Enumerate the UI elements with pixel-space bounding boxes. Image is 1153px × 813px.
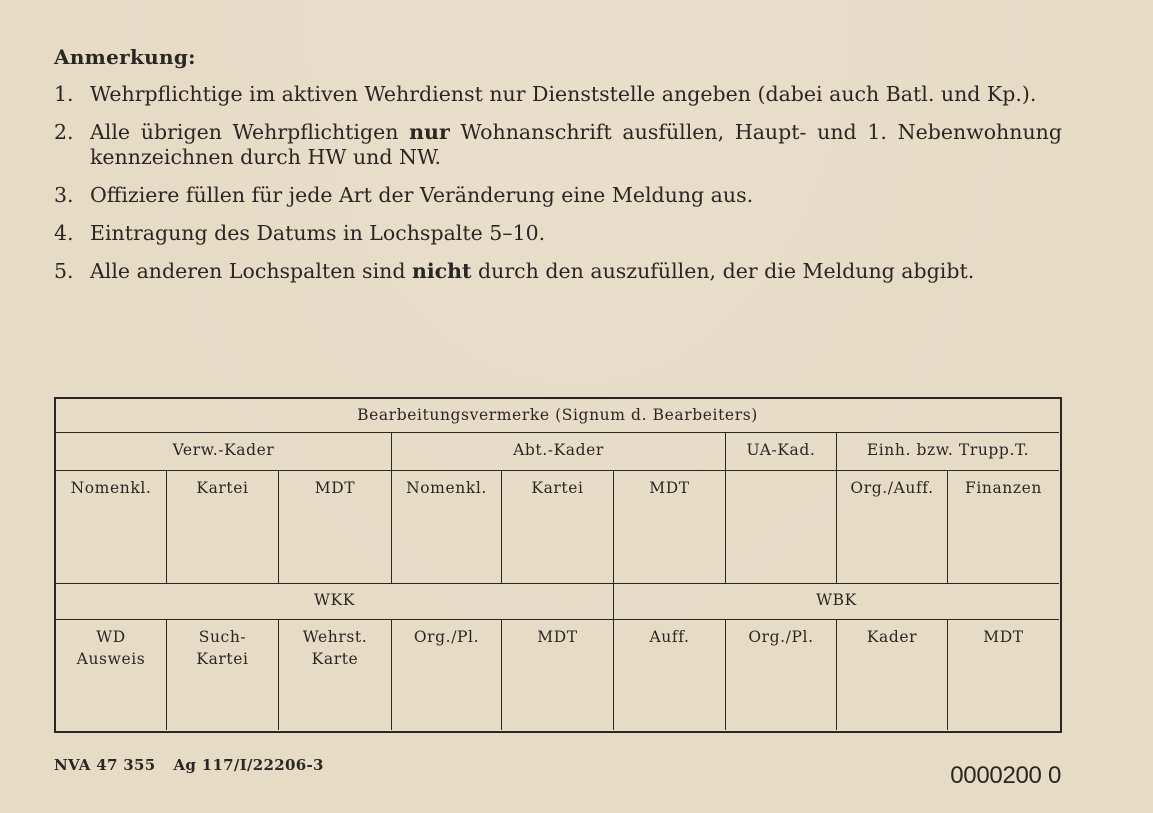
note-emphasis: nur (409, 120, 450, 144)
note-text-part: Wohnanschrift ausfüllen, Haupt- und 1. Nebenwohnung kennzeichnen durch HW und NW. (90, 120, 1062, 169)
serial-number: 0000200 0 (950, 762, 1061, 789)
col-wd-ausweis-line1: WD (96, 628, 126, 646)
col-such-kartei-line1: Such- (198, 628, 247, 646)
form-footer-codes (54, 756, 324, 774)
note-text (90, 221, 1062, 246)
processing-notes-grid (54, 397, 1062, 733)
group-wbk: WBK (614, 584, 1059, 620)
col-such-kartei-line2: Kartei (196, 650, 249, 668)
col-wehrst-karte-line1: Wehrst. (302, 628, 368, 646)
col-wehrst-karte (279, 620, 392, 730)
col-ua-kad (726, 471, 837, 584)
note-number: 1. (54, 82, 74, 106)
col-wbk-kader: Kader (837, 620, 948, 730)
col-verw-mdt: MDT (279, 471, 392, 584)
note-text-part: Eintragung des Datums in Lochspalte 5–10. (90, 221, 546, 245)
note-text-part: durch den auszufüllen, der die Meldung abgibt. (471, 259, 975, 283)
col-wehrst-karte-line2: Karte (311, 650, 359, 668)
col-abt-mdt: MDT (614, 471, 726, 584)
note-text-part: Alle übrigen Wehrpflichtigen (90, 120, 410, 144)
note-text (90, 120, 1062, 170)
col-wkk-mdt: MDT (502, 620, 614, 730)
form-number: NVA 47 355 (54, 756, 156, 774)
print-code: Ag 117/I/22206-3 (173, 756, 324, 774)
col-einh-finanzen: Finanzen (948, 471, 1059, 584)
note-number: 2. (54, 120, 74, 144)
note-text (90, 259, 1062, 284)
note-item (54, 259, 1062, 284)
note-text-part: Alle anderen Lochspalten sind (90, 259, 412, 283)
col-einh-org-auff: Org./Auff. (837, 471, 948, 584)
col-wbk-mdt: MDT (983, 628, 1024, 646)
col-such-kartei (167, 620, 279, 730)
note-number: 3. (54, 183, 74, 207)
col-abt-kartei: Kartei (502, 471, 614, 584)
note-item (54, 183, 1062, 208)
col-verw-kartei: Kartei (167, 471, 279, 584)
group-wkk: WKK (56, 584, 614, 620)
group-einh-trupp: Einh. bzw. Trupp.T. (837, 433, 1059, 471)
note-text (90, 82, 1062, 107)
note-item (54, 221, 1062, 246)
note-text (90, 183, 1062, 208)
note-item (54, 120, 1062, 170)
note-number: 4. (54, 221, 74, 245)
note-item (54, 82, 1062, 107)
note-text-part: Offiziere füllen für jede Art der Veränderung eine Meldung aus. (90, 183, 754, 207)
col-abt-nomenkl: Nomenkl. (392, 471, 502, 584)
col-wd-ausweis-line2: Ausweis (76, 650, 146, 668)
group-verw-kader: Verw.-Kader (56, 433, 392, 471)
group-abt-kader: Abt.-Kader (392, 433, 726, 471)
notes-list (54, 82, 1062, 297)
col-wbk-auff: Auff. (614, 620, 726, 730)
col-verw-nomenkl: Nomenkl. (56, 471, 167, 584)
grid-title: Bearbeitungsvermerke (Signum d. Bearbeiters) (56, 399, 1059, 433)
col-wkk-org-pl: Org./Pl. (392, 620, 502, 730)
note-number: 5. (54, 259, 74, 283)
note-emphasis: nicht (411, 259, 472, 283)
group-ua-kad: UA-Kad. (726, 433, 837, 471)
note-text-part: Wehrpflichtige im aktiven Wehrdienst nur Dienststelle angeben (dabei auch Batl. und Kp.). (90, 82, 1037, 106)
col-wbk-org-pl: Org./Pl. (726, 620, 837, 730)
col-wd-ausweis (56, 620, 167, 730)
notes-heading: Anmerkung: (54, 45, 196, 69)
